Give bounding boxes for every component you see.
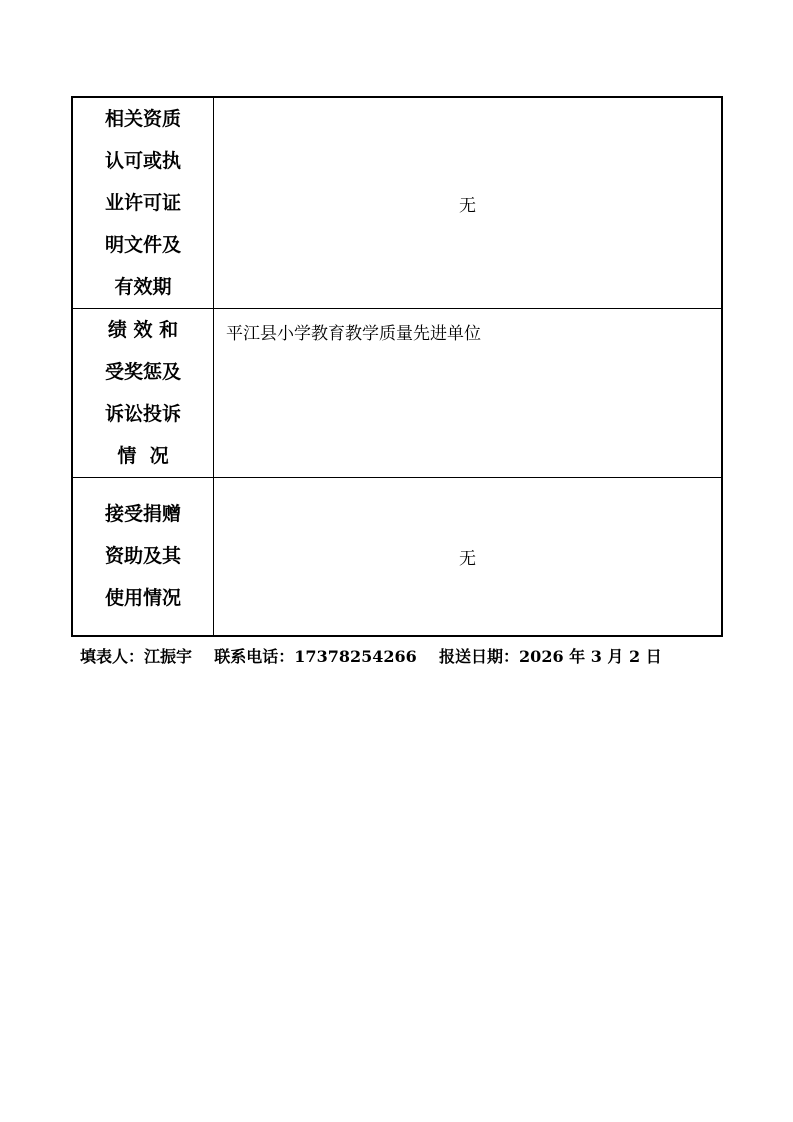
row-label-performance [72,309,214,478]
label-line: 业许可证 [104,192,181,214]
label-line: 情 况 [117,445,169,467]
info-table [71,96,723,637]
label-line: 认可或执 [104,150,181,172]
label-line: 相关资质 [104,108,181,130]
row-value-donations: 无 [214,478,723,636]
row-value-qualification: 无 [214,97,723,309]
row-label-donations [72,478,214,636]
label-line: 诉讼投诉 [104,403,181,425]
table-row-performance [72,309,722,478]
label-line: 接受捐赠 [104,503,181,526]
report-date: 报送日期：2026 年 3 月 2 日 [439,647,662,666]
contact-phone: 联系电话：17378254266 [214,647,417,666]
label-line: 使用情况 [104,587,181,610]
table-row-qualification [72,97,722,309]
label-line: 明文件及 [104,234,181,256]
form-footer [80,644,662,667]
label-line: 资助及其 [104,545,181,568]
label-line: 绩 效 和 [107,319,179,341]
label-line: 有效期 [114,276,172,298]
table-row-donations [72,478,722,636]
label-line: 受奖惩及 [104,361,181,383]
filler-name: 填表人：江振宇 [80,647,193,666]
row-value-performance: 平江县小学教育教学质量先进单位 [214,309,723,478]
row-label-qualification [72,97,214,309]
